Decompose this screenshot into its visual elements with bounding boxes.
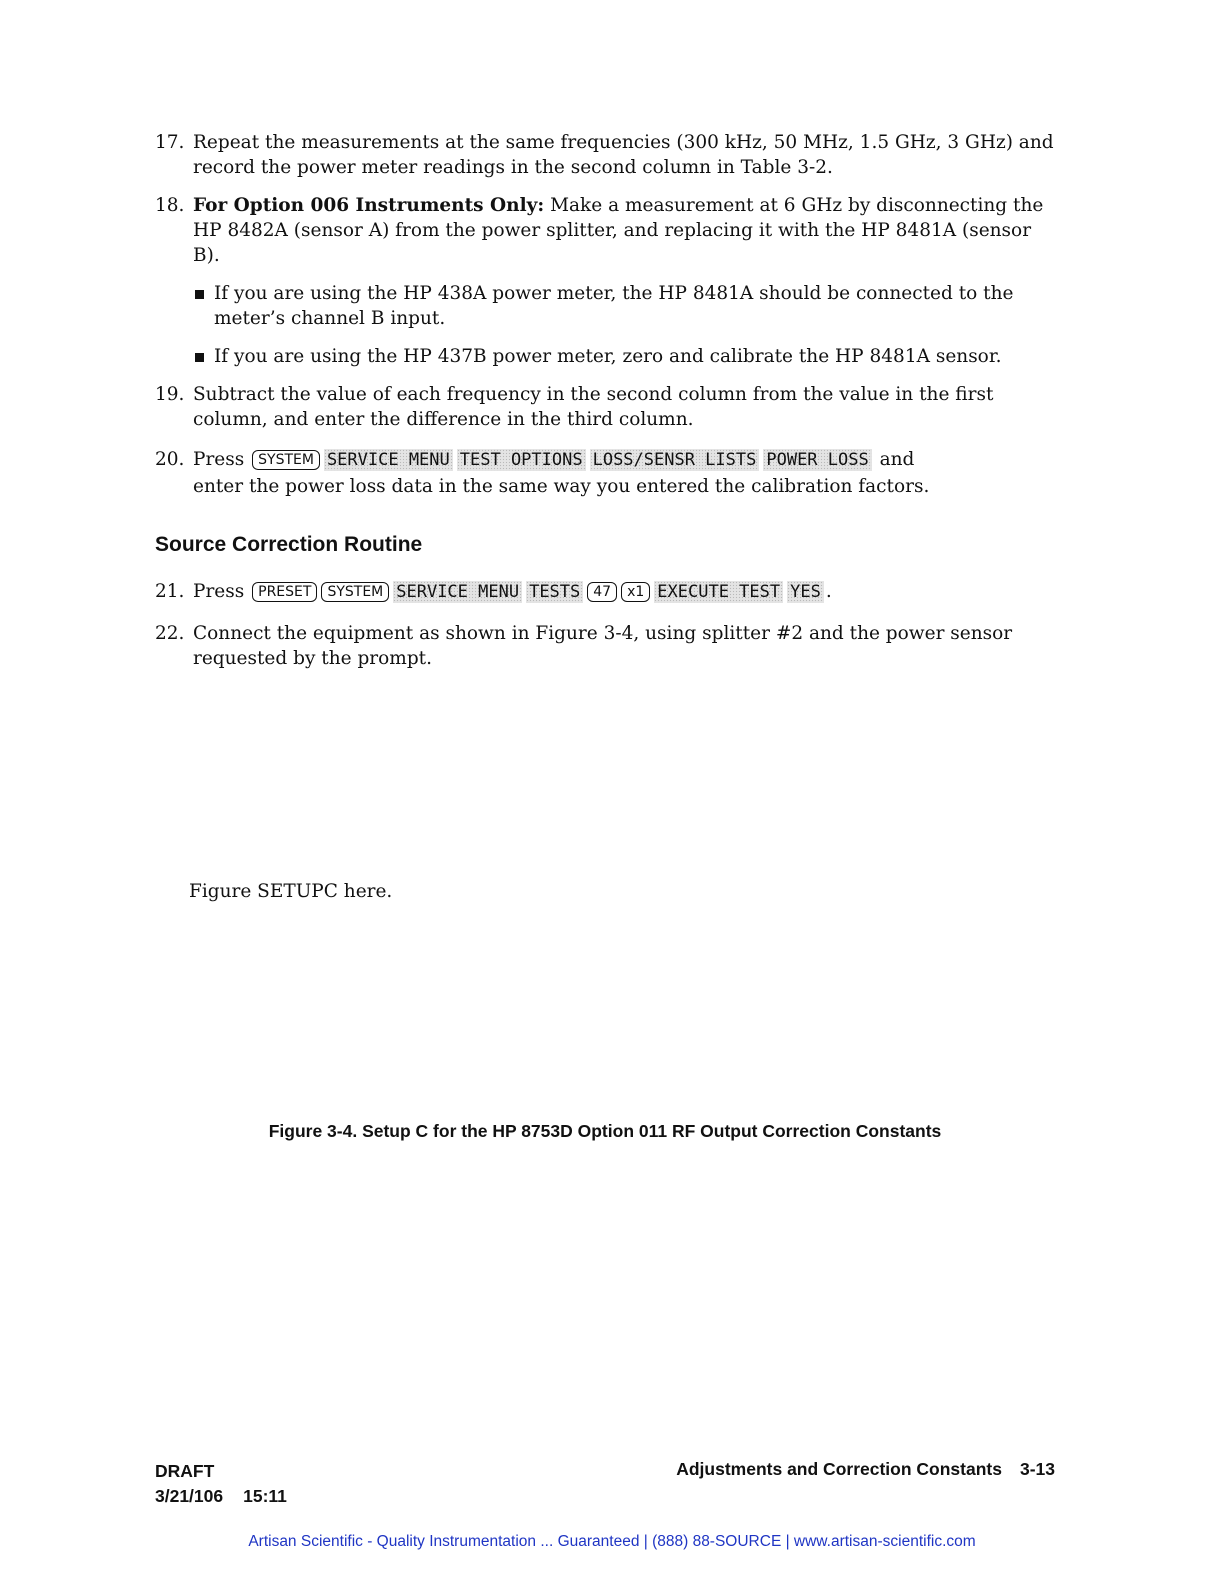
step-text-second-line: enter the power loss data in the same way you entered the calibration factors. (193, 476, 930, 497)
footer-section (676, 1459, 1055, 1480)
softkey-service-menu: SERVICE MENU (324, 449, 453, 471)
bullet-square-icon (195, 353, 204, 362)
bullet-text: If you are using the HP 437B power meter, zero and calibrate the HP 8481A sensor. (214, 346, 1002, 367)
softkey-test-options: TEST OPTIONS (457, 449, 586, 471)
softkey-tests: TESTS (526, 581, 583, 603)
step-text (193, 193, 1055, 268)
step-number: 20. (155, 449, 185, 470)
key-47: 47 (587, 582, 617, 602)
step-number: 18. (155, 195, 185, 216)
step-22 (155, 621, 1055, 671)
press-word: Press (193, 449, 245, 470)
figure-caption: Figure 3-4. Setup C for the HP 8753D Option 011 RF Output Correction Constants (268, 1121, 942, 1141)
system-key: SYSTEM (321, 582, 389, 602)
step-text: Repeat the measurements at the same frequencies (300 kHz, 50 MHz, 1.5 GHz, 3 GHz) and record the power meter readings in the second column in Table 3-2. (193, 132, 1054, 178)
step-number: 22. (155, 623, 185, 644)
step-19 (155, 382, 1055, 432)
step-text (193, 446, 1055, 500)
bullet-text: If you are using the HP 438A power meter, the HP 8481A should be connected to the meter’s channel B input. (214, 283, 1014, 329)
bullet-square-icon (195, 290, 204, 299)
step-text-rest: Make a measurement at 6 GHz by disconnecting the HP 8482A (sensor A) from the power splitter, and replacing it with the HP 8481A (sensor B). (193, 195, 1044, 266)
draft-date: 3/21/106 (155, 1486, 224, 1506)
bullet-437b (193, 344, 1053, 369)
page-number: 3-13 (1019, 1459, 1055, 1479)
softkey-yes: YES (787, 581, 824, 603)
step-17 (155, 130, 1055, 180)
draft-datetime (155, 1484, 287, 1509)
footer-draft-block (155, 1459, 287, 1509)
bullet-438a (193, 281, 1053, 331)
softkey-loss-sensr-lists: LOSS/SENSR LISTS (590, 449, 760, 471)
draft-time: 15:11 (243, 1486, 287, 1506)
figure-placeholder: Figure SETUPC here. (189, 881, 393, 902)
softkey-execute-test: EXECUTE TEST (654, 581, 783, 603)
section-title: Adjustments and Correction Constants (676, 1459, 1002, 1479)
press-word: Press (193, 581, 245, 602)
step-20 (155, 446, 1055, 500)
step-18 (155, 193, 1055, 268)
draft-label: DRAFT (155, 1461, 215, 1481)
step-number: 17. (155, 132, 185, 153)
system-key: SYSTEM (252, 450, 320, 470)
key-x1: x1 (621, 582, 650, 602)
section-heading: Source Correction Routine (155, 533, 423, 556)
step-text (193, 578, 1055, 605)
period: . (825, 581, 832, 602)
text-and: and (879, 449, 915, 470)
step-number: 19. (155, 384, 185, 405)
artisan-banner-link[interactable]: Artisan Scientific - Quality Instrumentation ... Guaranteed | (888) 88-SOURCE | www.artisan-scientific.com (248, 1533, 976, 1550)
step-21 (155, 578, 1055, 605)
step-text: Subtract the value of each frequency in the second column from the value in the first column, and enter the difference in the third column. (193, 384, 994, 430)
softkey-service-menu: SERVICE MENU (393, 581, 522, 603)
softkey-power-loss: POWER LOSS (763, 449, 871, 471)
preset-key: PRESET (252, 582, 317, 602)
step-number: 21. (155, 581, 185, 602)
option-006-lead: For Option 006 Instruments Only: (193, 195, 545, 216)
step-text: Connect the equipment as shown in Figure 3-4, using splitter #2 and the power sensor requested by the prompt. (193, 623, 1013, 669)
